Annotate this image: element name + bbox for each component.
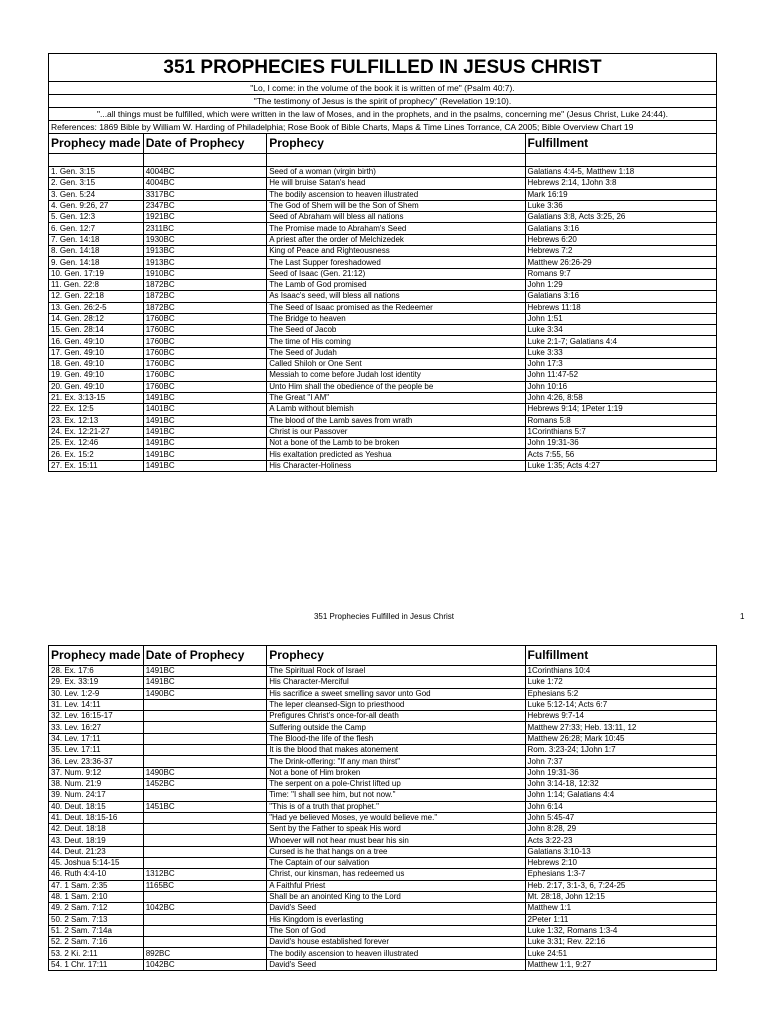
date-cell xyxy=(143,756,267,767)
date-cell: 1930BC xyxy=(143,234,267,245)
prophecy-cell: Seed of Abraham will bless all nations xyxy=(267,212,525,223)
date-cell: 1760BC xyxy=(143,347,267,358)
prophecy-made-cell: 16. Gen. 49:10 xyxy=(49,336,144,347)
prophecy-cell: A Faithful Priest xyxy=(267,880,525,891)
column-header-row xyxy=(49,646,717,666)
date-cell xyxy=(143,858,267,869)
header-date-of-prophecy: Date of Prophecy xyxy=(143,646,267,666)
prophecy-made-cell: 34. Lev. 17:11 xyxy=(49,733,144,744)
prophecy-cell: Messiah to come before Judah lost identity xyxy=(267,370,525,381)
fulfillment-cell: Luke 1:32, Romans 1:3-4 xyxy=(525,925,716,936)
date-cell: 1913BC xyxy=(143,246,267,257)
header-prophecy-made: Prophecy made xyxy=(49,646,144,666)
prophecy-made-cell: 39. Num. 24:17 xyxy=(49,790,144,801)
prophecy-cell: Called Shiloh or One Sent xyxy=(267,359,525,370)
fulfillment-cell: Luke 24:51 xyxy=(525,948,716,959)
header-prophecy: Prophecy xyxy=(267,646,525,666)
prophecy-cell: Whoever will not hear must bear his sin xyxy=(267,835,525,846)
date-cell xyxy=(143,745,267,756)
table-row xyxy=(49,812,717,823)
fulfillment-cell: Hebrews 2:14, 1John 3:8 xyxy=(525,178,716,189)
table-row xyxy=(49,212,717,223)
table-row xyxy=(49,325,717,336)
date-cell: 1491BC xyxy=(143,677,267,688)
page-number: 1 xyxy=(740,612,745,621)
prophecy-cell: The serpent on a pole-Christ lifted up xyxy=(267,778,525,789)
table-row xyxy=(49,370,717,381)
prophecy-made-cell: 11. Gen. 22:8 xyxy=(49,279,144,290)
table-row xyxy=(49,699,717,710)
references: References: 1869 Bible by William W. Harding of Philadelphia; Rose Book of Bible Charts, Maps & Time Lines Torrance, CA 2005; Bible Overview Chart 19 xyxy=(49,121,717,134)
page-footer xyxy=(0,610,768,624)
fulfillment-cell: Matthew 1:1, 9:27 xyxy=(525,959,716,970)
prophecy-cell: "Had ye believed Moses, ye would believe me." xyxy=(267,812,525,823)
prophecy-cell: The leper cleansed-Sign to priesthood xyxy=(267,699,525,710)
date-cell xyxy=(143,733,267,744)
date-cell: 892BC xyxy=(143,948,267,959)
date-cell xyxy=(143,711,267,722)
prophecy-cell: The Spiritual Rock of Israel xyxy=(267,666,525,677)
table-row xyxy=(49,404,717,415)
date-cell: 1491BC xyxy=(143,426,267,437)
prophecy-cell: David's Seed xyxy=(267,903,525,914)
prophecy-made-cell: 25. Ex. 12:46 xyxy=(49,438,144,449)
prophecy-made-cell: 33. Lev. 16:27 xyxy=(49,722,144,733)
prophecy-cell: Seed of Isaac (Gen. 21:12) xyxy=(267,268,525,279)
prophecy-cell: The blood of the Lamb saves from wrath xyxy=(267,415,525,426)
header-prophecy: Prophecy xyxy=(267,134,525,154)
prophecy-made-cell: 2. Gen. 3:15 xyxy=(49,178,144,189)
fulfillment-cell: Heb. 2:17, 3:1-3, 6, 7:24-25 xyxy=(525,880,716,891)
prophecy-cell: The bodily ascension to heaven illustrated xyxy=(267,948,525,959)
date-cell: 1042BC xyxy=(143,903,267,914)
fulfillment-cell: Hebrews 6:20 xyxy=(525,234,716,245)
prophecy-made-cell: 7. Gen. 14:18 xyxy=(49,234,144,245)
page-2 xyxy=(0,645,768,971)
prophecy-cell: Shall be an anointed King to the Lord xyxy=(267,891,525,902)
table-row xyxy=(49,903,717,914)
spacer-row xyxy=(49,154,717,167)
table-row xyxy=(49,925,717,936)
table-row xyxy=(49,313,717,324)
fulfillment-cell: John 5:45-47 xyxy=(525,812,716,823)
date-cell xyxy=(143,925,267,936)
date-cell: 1760BC xyxy=(143,381,267,392)
prophecy-cell: His Kingdom is everlasting xyxy=(267,914,525,925)
date-cell: 1452BC xyxy=(143,778,267,789)
prophecy-made-cell: 47. 1 Sam. 2:35 xyxy=(49,880,144,891)
date-cell: 1760BC xyxy=(143,336,267,347)
prophecy-cell: It is the blood that makes atonement xyxy=(267,745,525,756)
table-row xyxy=(49,178,717,189)
date-cell xyxy=(143,846,267,857)
table-row xyxy=(49,677,717,688)
table-row xyxy=(49,426,717,437)
prophecy-made-cell: 23. Ex. 12:13 xyxy=(49,415,144,426)
prophecy-made-cell: 48. 1 Sam. 2:10 xyxy=(49,891,144,902)
prophecy-made-cell: 36. Lev. 23:36-37 xyxy=(49,756,144,767)
date-cell xyxy=(143,812,267,823)
prophecy-made-cell: 37. Num. 9:12 xyxy=(49,767,144,778)
prophecy-made-cell: 18. Gen. 49:10 xyxy=(49,359,144,370)
prophecy-made-cell: 8. Gen. 14:18 xyxy=(49,246,144,257)
date-cell: 1451BC xyxy=(143,801,267,812)
prophecy-made-cell: 12. Gen. 22:18 xyxy=(49,291,144,302)
fulfillment-cell: John 17:3 xyxy=(525,359,716,370)
prophecy-made-cell: 46. Ruth 4:4-10 xyxy=(49,869,144,880)
fulfillment-cell: John 6:14 xyxy=(525,801,716,812)
prophecy-cell: The time of His coming xyxy=(267,336,525,347)
prophecy-made-cell: 27. Ex. 15:11 xyxy=(49,460,144,471)
date-cell: 1913BC xyxy=(143,257,267,268)
header-prophecy-made: Prophecy made xyxy=(49,134,144,154)
table-row xyxy=(49,189,717,200)
table-row xyxy=(49,449,717,460)
table-row xyxy=(49,767,717,778)
prophecy-made-cell: 5. Gen. 12:3 xyxy=(49,212,144,223)
prophecy-cell: The Blood-the life of the flesh xyxy=(267,733,525,744)
date-cell: 1872BC xyxy=(143,302,267,313)
date-cell: 1872BC xyxy=(143,279,267,290)
prophecy-cell: A priest after the order of Melchizedek xyxy=(267,234,525,245)
prophecy-cell: Sent by the Father to speak His word xyxy=(267,824,525,835)
fulfillment-cell: Ephesians 1:3-7 xyxy=(525,869,716,880)
table-row xyxy=(49,460,717,471)
table-row xyxy=(49,948,717,959)
prophecy-cell: The Captain of our salvation xyxy=(267,858,525,869)
fulfillment-cell: John 8:28, 29 xyxy=(525,824,716,835)
date-cell: 4004BC xyxy=(143,167,267,178)
prophecy-cell: Seed of a woman (virgin birth) xyxy=(267,167,525,178)
table-row xyxy=(49,778,717,789)
table-row xyxy=(49,688,717,699)
prophecy-made-cell: 42. Deut. 18:18 xyxy=(49,824,144,835)
fulfillment-cell: 1Corinthians 5:7 xyxy=(525,426,716,437)
table-row xyxy=(49,246,717,257)
date-cell: 1910BC xyxy=(143,268,267,279)
table-row xyxy=(49,959,717,970)
prophecy-made-cell: 50. 2 Sam. 7:13 xyxy=(49,914,144,925)
date-cell xyxy=(143,835,267,846)
table-row xyxy=(49,347,717,358)
table-row xyxy=(49,392,717,403)
date-cell: 1760BC xyxy=(143,313,267,324)
fulfillment-cell: Matthew 1:1 xyxy=(525,903,716,914)
table-row xyxy=(49,846,717,857)
header-fulfillment: Fulfillment xyxy=(525,134,716,154)
prophecy-cell: Suffering outside the Camp xyxy=(267,722,525,733)
fulfillment-cell: Luke 3:33 xyxy=(525,347,716,358)
fulfillment-cell: Galatians 3:10-13 xyxy=(525,846,716,857)
date-cell xyxy=(143,722,267,733)
prophecy-cell: His Character-Holiness xyxy=(267,460,525,471)
prophecy-made-cell: 40. Deut. 18:15 xyxy=(49,801,144,812)
fulfillment-cell: Acts 3:22-23 xyxy=(525,835,716,846)
table-row xyxy=(49,415,717,426)
quote-psalm: "Lo, I come: in the volume of the book it is written of me" (Psalm 40:7). xyxy=(49,82,717,95)
fulfillment-cell: John 11:47-52 xyxy=(525,370,716,381)
fulfillment-cell: Hebrews 9:14; 1Peter 1:19 xyxy=(525,404,716,415)
prophecy-cell: Christ, our kinsman, has redeemed us xyxy=(267,869,525,880)
prophecy-made-cell: 45. Joshua 5:14-15 xyxy=(49,858,144,869)
prophecy-cell: His sacrifice a sweet smelling savor unto God xyxy=(267,688,525,699)
prophecy-made-cell: 3. Gen. 5:24 xyxy=(49,189,144,200)
prophecy-cell: Cursed is he that hangs on a tree xyxy=(267,846,525,857)
fulfillment-cell: Hebrews 7:2 xyxy=(525,246,716,257)
table-row xyxy=(49,381,717,392)
table-row xyxy=(49,359,717,370)
fulfillment-cell: 1Corinthians 10:4 xyxy=(525,666,716,677)
table-row xyxy=(49,336,717,347)
fulfillment-cell: Luke 5:12-14; Acts 6:7 xyxy=(525,699,716,710)
fulfillment-cell: John 4:26, 8:58 xyxy=(525,392,716,403)
table-row xyxy=(49,858,717,869)
fulfillment-cell: Hebrews 9:7-14 xyxy=(525,711,716,722)
prophecy-cell: As Isaac's seed, will bless all nations xyxy=(267,291,525,302)
prophecy-made-cell: 43. Deut. 18:19 xyxy=(49,835,144,846)
prophecy-made-cell: 13. Gen. 26:2-5 xyxy=(49,302,144,313)
fulfillment-cell: Matthew 26:28; Mark 10:45 xyxy=(525,733,716,744)
prophecy-made-cell: 44. Deut. 21:23 xyxy=(49,846,144,857)
prophecy-cell: The Bridge to heaven xyxy=(267,313,525,324)
prophecy-table-page-2 xyxy=(48,645,717,971)
fulfillment-cell: Acts 7:55, 56 xyxy=(525,449,716,460)
table-row xyxy=(49,167,717,178)
fulfillment-cell: Luke 3:31; Rev. 22:16 xyxy=(525,937,716,948)
date-cell: 1491BC xyxy=(143,392,267,403)
prophecy-cell: Christ is our Passover xyxy=(267,426,525,437)
prophecy-cell: The bodily ascension to heaven illustrated xyxy=(267,189,525,200)
prophecy-cell: Unto Him shall the obedience of the people be xyxy=(267,381,525,392)
fulfillment-cell: Galatians 3:16 xyxy=(525,223,716,234)
prophecy-made-cell: 26. Ex. 15:2 xyxy=(49,449,144,460)
fulfillment-cell: 2Peter 1:11 xyxy=(525,914,716,925)
prophecy-cell: Time: "I shall see him, but not now." xyxy=(267,790,525,801)
header-date-of-prophecy: Date of Prophecy xyxy=(143,134,267,154)
table-row xyxy=(49,438,717,449)
prophecy-cell: Not a bone of the Lamb to be broken xyxy=(267,438,525,449)
fulfillment-cell: Ephesians 5:2 xyxy=(525,688,716,699)
date-cell: 1491BC xyxy=(143,449,267,460)
prophecy-made-cell: 17. Gen. 49:10 xyxy=(49,347,144,358)
date-cell: 1872BC xyxy=(143,291,267,302)
fulfillment-cell: Hebrews 11:18 xyxy=(525,302,716,313)
prophecy-made-cell: 38. Num. 21:9 xyxy=(49,778,144,789)
table-row xyxy=(49,666,717,677)
date-cell: 4004BC xyxy=(143,178,267,189)
prophecy-made-cell: 1. Gen. 3:15 xyxy=(49,167,144,178)
fulfillment-cell: John 10:16 xyxy=(525,381,716,392)
table-row xyxy=(49,733,717,744)
document-title: 351 PROPHECIES FULFILLED IN JESUS CHRIST xyxy=(49,54,717,82)
prophecy-made-cell: 51. 2 Sam. 7:14a xyxy=(49,925,144,936)
table-row xyxy=(49,234,717,245)
prophecy-cell: Prefigures Christ's once-for-all death xyxy=(267,711,525,722)
prophecy-cell: David's house established forever xyxy=(267,937,525,948)
prophecy-cell: David's Seed xyxy=(267,959,525,970)
prophecy-made-cell: 32. Lev. 16:15-17 xyxy=(49,711,144,722)
date-cell: 1312BC xyxy=(143,869,267,880)
date-cell xyxy=(143,699,267,710)
date-cell: 1491BC xyxy=(143,460,267,471)
date-cell xyxy=(143,937,267,948)
date-cell xyxy=(143,824,267,835)
table-row xyxy=(49,801,717,812)
fulfillment-cell: John 19:31-36 xyxy=(525,438,716,449)
date-cell: 1042BC xyxy=(143,959,267,970)
date-cell: 2311BC xyxy=(143,223,267,234)
prophecy-made-cell: 14. Gen. 28:12 xyxy=(49,313,144,324)
footer-title: 351 Prophecies Fulfilled in Jesus Christ xyxy=(313,612,455,621)
date-cell xyxy=(143,891,267,902)
table-row xyxy=(49,291,717,302)
table-row xyxy=(49,790,717,801)
fulfillment-cell: John 19:31-36 xyxy=(525,767,716,778)
fulfillment-cell: John 1:51 xyxy=(525,313,716,324)
table-row xyxy=(49,835,717,846)
prophecy-cell: The Great "I AM" xyxy=(267,392,525,403)
table-row xyxy=(49,722,717,733)
page-1 xyxy=(0,53,768,621)
fulfillment-cell: Luke 1:35; Acts 4:27 xyxy=(525,460,716,471)
fulfillment-cell: Mt. 28:18, John 12:15 xyxy=(525,891,716,902)
prophecy-made-cell: 15. Gen. 28:14 xyxy=(49,325,144,336)
table-row xyxy=(49,268,717,279)
date-cell: 1401BC xyxy=(143,404,267,415)
prophecy-made-cell: 53. 2 Ki. 2:11 xyxy=(49,948,144,959)
prophecy-cell: The Promise made to Abraham's Seed xyxy=(267,223,525,234)
header-fulfillment: Fulfillment xyxy=(525,646,716,666)
column-header-row xyxy=(49,134,717,154)
prophecy-cell: The Seed of Jacob xyxy=(267,325,525,336)
date-cell: 1760BC xyxy=(143,359,267,370)
prophecy-cell: He will bruise Satan's head xyxy=(267,178,525,189)
table-row xyxy=(49,711,717,722)
date-cell: 1165BC xyxy=(143,880,267,891)
fulfillment-cell: Matthew 26:26-29 xyxy=(525,257,716,268)
prophecy-made-cell: 52. 2 Sam. 7:16 xyxy=(49,937,144,948)
date-cell xyxy=(143,914,267,925)
prophecy-made-cell: 30. Lev. 1:2-9 xyxy=(49,688,144,699)
prophecy-made-cell: 41. Deut. 18:15-16 xyxy=(49,812,144,823)
prophecy-cell: The Seed of Judah xyxy=(267,347,525,358)
quote-luke: "...all things must be fulfilled, which were written in the law of Moses, and in the prophets, and in the psalms, concerning me" (Jesus Christ, Luke 24:44). xyxy=(49,108,717,121)
prophecy-cell: The God of Shem will be the Son of Shem xyxy=(267,200,525,211)
fulfillment-cell: Rom. 3:23-24; 1John 1:7 xyxy=(525,745,716,756)
prophecy-made-cell: 20. Gen. 49:10 xyxy=(49,381,144,392)
prophecy-cell: His Character-Merciful xyxy=(267,677,525,688)
prophecy-cell: The Seed of Isaac promised as the Redeemer xyxy=(267,302,525,313)
prophecy-made-cell: 6. Gen. 12:7 xyxy=(49,223,144,234)
prophecy-cell: King of Peace and Righteousness xyxy=(267,246,525,257)
quote-revelation: "The testimony of Jesus is the spirit of prophecy" (Revelation 19:10). xyxy=(49,95,717,108)
prophecy-cell: The Lamb of God promised xyxy=(267,279,525,290)
table-row xyxy=(49,302,717,313)
fulfillment-cell: Luke 3:36 xyxy=(525,200,716,211)
prophecy-made-cell: 9. Gen. 14:18 xyxy=(49,257,144,268)
prophecy-cell: His exaltation predicted as Yeshua xyxy=(267,449,525,460)
prophecy-cell: A Lamb without blemish xyxy=(267,404,525,415)
table-row xyxy=(49,891,717,902)
date-cell: 1491BC xyxy=(143,438,267,449)
fulfillment-cell: Romans 9:7 xyxy=(525,268,716,279)
table-row xyxy=(49,756,717,767)
fulfillment-cell: Luke 2:1-7; Galatians 4:4 xyxy=(525,336,716,347)
fulfillment-cell: Mark 16:19 xyxy=(525,189,716,200)
fulfillment-cell: Galatians 3:8, Acts 3:25, 26 xyxy=(525,212,716,223)
date-cell: 2347BC xyxy=(143,200,267,211)
date-cell xyxy=(143,790,267,801)
table-row xyxy=(49,880,717,891)
fulfillment-cell: Hebrews 2:10 xyxy=(525,858,716,869)
prophecy-made-cell: 49. 2 Sam. 7:12 xyxy=(49,903,144,914)
table-row xyxy=(49,200,717,211)
fulfillment-cell: Romans 5:8 xyxy=(525,415,716,426)
table-row xyxy=(49,914,717,925)
date-cell: 1491BC xyxy=(143,666,267,677)
table-row xyxy=(49,824,717,835)
fulfillment-cell: John 1:29 xyxy=(525,279,716,290)
fulfillment-cell: Galatians 3:16 xyxy=(525,291,716,302)
prophecy-cell: "This is of a truth that prophet." xyxy=(267,801,525,812)
prophecy-made-cell: 29. Ex. 33:19 xyxy=(49,677,144,688)
table-row xyxy=(49,869,717,880)
date-cell: 3317BC xyxy=(143,189,267,200)
prophecy-made-cell: 4. Gen. 9:26, 27 xyxy=(49,200,144,211)
date-cell: 1921BC xyxy=(143,212,267,223)
fulfillment-cell: Luke 3:34 xyxy=(525,325,716,336)
table-row xyxy=(49,937,717,948)
fulfillment-cell: John 7:37 xyxy=(525,756,716,767)
prophecy-made-cell: 19. Gen. 49:10 xyxy=(49,370,144,381)
prophecy-made-cell: 21. Ex. 3:13-15 xyxy=(49,392,144,403)
prophecy-made-cell: 54. 1 Chr. 17:11 xyxy=(49,959,144,970)
date-cell: 1760BC xyxy=(143,370,267,381)
fulfillment-cell: Galatians 4:4-5, Matthew 1:18 xyxy=(525,167,716,178)
fulfillment-cell: Matthew 27:33; Heb. 13:11, 12 xyxy=(525,722,716,733)
table-row xyxy=(49,223,717,234)
table-row xyxy=(49,279,717,290)
prophecy-made-cell: 10. Gen. 17:19 xyxy=(49,268,144,279)
prophecy-table-page-1 xyxy=(48,53,717,472)
date-cell: 1490BC xyxy=(143,688,267,699)
prophecy-cell: The Son of God xyxy=(267,925,525,936)
date-cell: 1490BC xyxy=(143,767,267,778)
prophecy-cell: Not a bone of Him broken xyxy=(267,767,525,778)
fulfillment-cell: Luke 1:72 xyxy=(525,677,716,688)
date-cell: 1491BC xyxy=(143,415,267,426)
prophecy-made-cell: 35. Lev. 17:11 xyxy=(49,745,144,756)
fulfillment-cell: John 1:14; Galatians 4:4 xyxy=(525,790,716,801)
table-row xyxy=(49,257,717,268)
prophecy-made-cell: 31. Lev. 14:11 xyxy=(49,699,144,710)
prophecy-made-cell: 24. Ex. 12:21-27 xyxy=(49,426,144,437)
prophecy-cell: The Drink-offering: "If any man thirst" xyxy=(267,756,525,767)
prophecy-cell: The Last Supper foreshadowed xyxy=(267,257,525,268)
date-cell: 1760BC xyxy=(143,325,267,336)
fulfillment-cell: John 3:14-18, 12:32 xyxy=(525,778,716,789)
prophecy-made-cell: 22. Ex. 12:5 xyxy=(49,404,144,415)
table-row xyxy=(49,745,717,756)
prophecy-made-cell: 28. Ex. 17:6 xyxy=(49,666,144,677)
